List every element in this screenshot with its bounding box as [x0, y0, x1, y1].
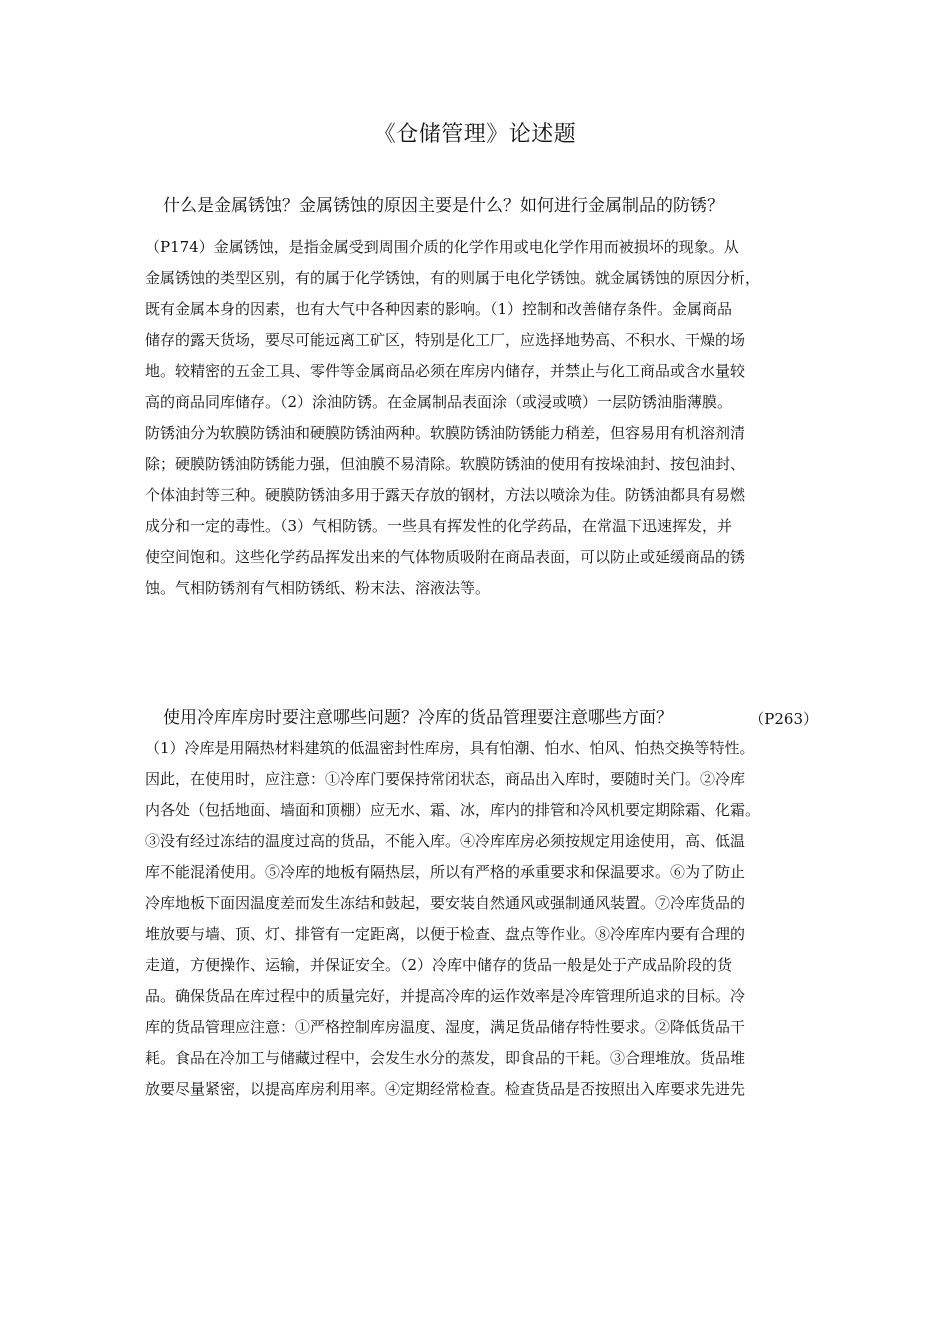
page-reference: （P263）	[749, 710, 818, 728]
answer-line: 耗。食品在冷加工与储藏过程中，会发生水分的蒸发，即食品的干耗。③合理堆放。货品堆	[145, 1049, 746, 1067]
document-title: 《仓储管理》论述题	[373, 122, 577, 147]
answer-line: 因此，在使用时，应注意：①冷库门要保持常闭状态，商品出入库时，要随时关门。②冷库	[145, 770, 746, 788]
answer-line: 金属锈蚀的类型区别，有的属于化学锈蚀，有的则属于电化学锈蚀。就金属锈蚀的原因分析，	[145, 269, 761, 287]
answer-line: 储存的露天货场，要尽可能远离工矿区，特别是化工厂，应选择地势高、不积水、干燥的场	[145, 331, 746, 349]
answer-line: 地。较精密的五金工具、零件等金属商品必须在库房内储存，并禁止与化工商品或含水量较	[145, 362, 746, 380]
answer-line: （P174）金属锈蚀，是指金属受到周围介质的化学作用或电化学作用而被损坏的现象。从	[145, 238, 739, 256]
answer-line: 库不能混淆使用。⑤冷库的地板有隔热层，所以有严格的承重要求和保温要求。⑥为了防止	[145, 863, 746, 881]
answer-body-1	[145, 232, 815, 604]
answer-line: 走道，方便操作、运输，并保证安全。（2）冷库中储存的货品一般是处于产成品阶段的货	[145, 956, 733, 974]
answer-line: （1）冷库是用隔热材料建筑的低温密封性库房，具有怕潮、怕水、怕风、怕热交换等特性。	[145, 739, 755, 757]
answer-line: 内各处（包括地面、墙面和顶棚）应无水、霜、冰，库内的排管和冷风机要定期除霜、化霜。	[145, 801, 761, 819]
answer-line: 蚀。气相防锈剂有气相防锈纸、粉末法、溶液法等。	[145, 579, 491, 597]
answer-line: 堆放要与墙、顶、灯、排管有一定距离，以便于检查、盘点等作业。⑧冷库库内要有合理的	[145, 925, 746, 943]
question-heading-1: 什么是金属锈蚀？金属锈蚀的原因主要是什么？如何进行金属制品的防锈？	[163, 196, 724, 216]
answer-line: 高的商品同库储存。（2）涂油防锈。在金属制品表面涂（或浸或喷）一层防锈油脂薄膜。	[145, 393, 733, 411]
answer-line: 放要尽量紧密，以提高库房利用率。④定期经常检查。检查货品是否按照出入库要求先进先	[145, 1080, 746, 1098]
question-text: 使用冷库库房时要注意哪些问题？冷库的货品管理要注意哪些方面？	[163, 708, 673, 728]
answer-line: 个体油封等三种。硬膜防锈油多用于露天存放的钢材，方法以喷涂为佳。防锈油都具有易燃	[145, 486, 746, 504]
answer-line: 除；硬膜防锈油防锈能力强，但油膜不易清除。软膜防锈油的使用有按垛油封、按包油封、	[145, 455, 746, 473]
answer-line: 库的货品管理应注意：①严格控制库房温度、湿度，满足货品储存特性要求。②降低货品干	[145, 1018, 746, 1036]
answer-body-2	[145, 733, 815, 1105]
answer-line: 防锈油分为软膜防锈油和硬膜防锈油两种。软膜防锈油防锈能力稍差，但容易用有机溶剂清	[145, 424, 746, 442]
answer-line: 成分和一定的毒性。（3）气相防锈。一些具有挥发性的化学药品，在常温下迅速挥发，并	[145, 517, 733, 535]
question-heading-2	[163, 705, 818, 731]
answer-line: 品。确保货品在库过程中的质量完好，并提高冷库的运作效率是冷库管理所追求的目标。冷	[145, 987, 746, 1005]
answer-line: 使空间饱和。这些化学药品挥发出来的气体物质吸附在商品表面，可以防止或延缓商品的锈	[145, 548, 746, 566]
answer-line: ③没有经过冻结的温度过高的货品，不能入库。④冷库库房必须按规定用途使用，高、低温	[145, 832, 746, 850]
answer-line: 冷库地板下面因温度差而发生冻结和鼓起，要安装自然通风或强制通风装置。⑦冷库货品的	[145, 894, 746, 912]
answer-line: 既有金属本身的因素，也有大气中各种因素的影响。（1）控制和改善储存条件。金属商品	[145, 300, 733, 318]
